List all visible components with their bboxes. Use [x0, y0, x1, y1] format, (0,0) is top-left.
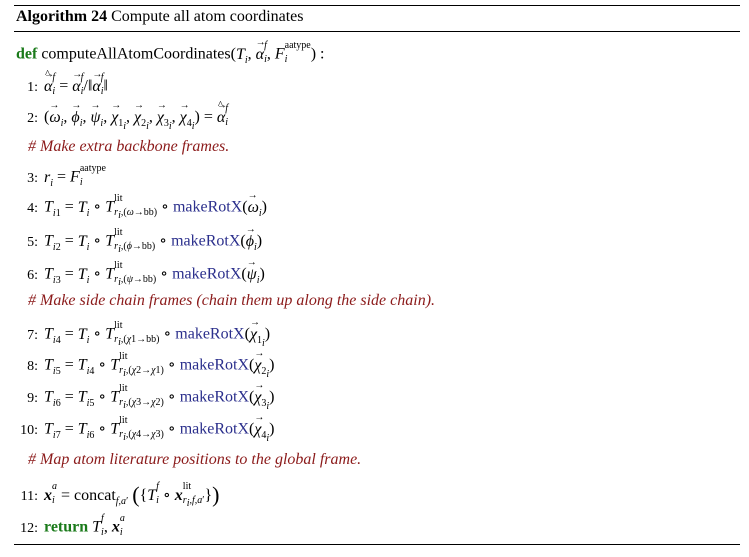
- function-name: computeAllAtomCoordinates: [41, 45, 231, 63]
- algo-line-7: 7: $T_{i4} = T_i$ ∘ T lit $r_i,(\chi 1\to bb)$ ∘ makeRotX(→ $\chi_{1_i}$): [14, 323, 270, 347]
- algo-line-5: 5: $T_{i2} = T_i$ ∘ T lit $r_i,(\phi\to bb)$ ∘ makeRotX(→ $\phi_i$): [14, 230, 262, 254]
- algorithm-caption: [16, 8, 304, 26]
- caption-rule: [14, 31, 740, 32]
- algo-line-3: 3: $r_i = F$ aatype i: [27, 163, 106, 189]
- algo-line-9: 9: $T_{i6} = T_{i5}$ ∘ T lit $r_i,(\chi 3\to\chi 2)$ ∘ makeRotX(→ $\chi_{3_i}$): [14, 386, 275, 410]
- comment-global-frame: # Map atom literature positions to the global frame.: [28, 451, 362, 468]
- return-keyword: return: [44, 518, 89, 536]
- comment-backbone: # Make extra backbone frames.: [28, 138, 230, 155]
- algorithm-label: Algorithm 24: [16, 8, 108, 25]
- algorithm-block: [14, 0, 740, 545]
- algo-line-8: 8: $T_{i5} = T_{i4}$ ∘ T lit $r_i,(\chi 2\to\chi 1)$ ∘ makeRotX(→ $\chi_{2_i}$): [14, 354, 275, 378]
- comment-side-chain: # Make side chain frames (chain them up along the side chain).: [28, 292, 436, 309]
- algo-line-12: 12: return T f i , x a i: [20, 513, 125, 538]
- algo-line-2: 2: (→ $\omega_i$, → $\phi_i$, → $\psi_i$, → $\chi_{1_i}$, → $\chi_{2_i}$, → $\chi_{3_i}$, → $\chi_{4_i}$) = ^ → α f i: [14, 106, 228, 130]
- top-rule: [14, 5, 740, 6]
- def-keyword: def: [16, 45, 38, 63]
- algorithm-title: Compute all atom coordinates: [111, 8, 304, 25]
- algo-line-10: 10: $T_{i7} = T_{i6}$ ∘ T lit $r_i,(\chi 4\to\chi 3)$ ∘ makeRotX(→ $\chi_{4_i}$): [14, 418, 275, 442]
- algo-line-6: 6: $T_{i3} = T_i$ ∘ T lit $r_i,(\psi\to bb)$ ∘ makeRotX(→ $\psi_i$): [14, 263, 265, 287]
- def-line: def $computeAllAtomCoordinates(T_i$, → α f i , F aatype i ) :: [16, 43, 325, 67]
- bottom-rule: [14, 544, 740, 545]
- algo-line-11: 11: x a i = concat$_{f,a'}$ ({T f i ∘ x lit $r_i,f,a'$ }): [20, 481, 220, 510]
- algo-line-4: 4: $T_{i1} = T_i$ ∘ T lit $r_i,(\omega\to bb)$ ∘ makeRotX(→ $\omega_i$): [14, 196, 267, 220]
- algo-line-1: 1:^ → α f i = → α f i /‖→ α f i ‖: [14, 75, 108, 99]
